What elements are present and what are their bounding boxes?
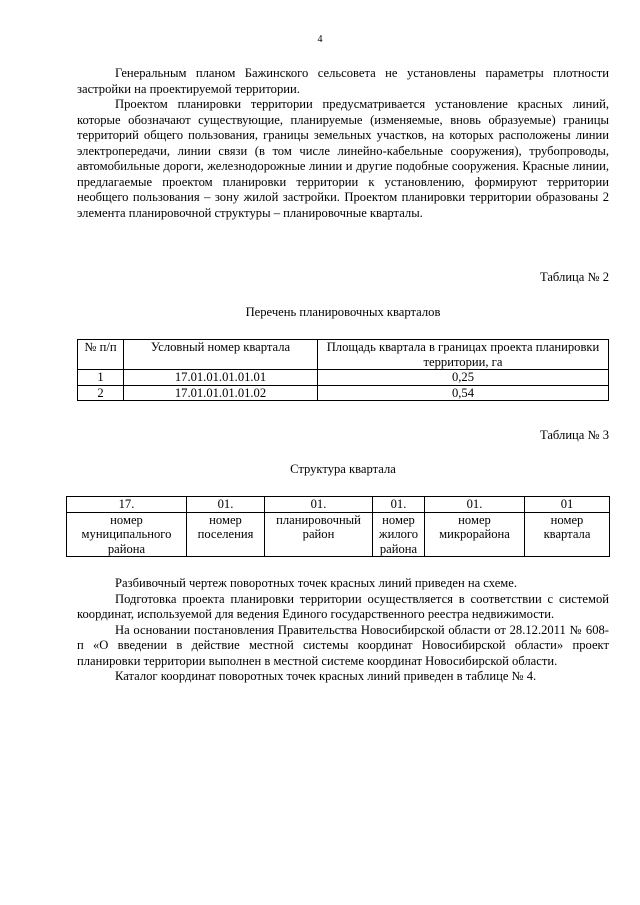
name-cell: планировочный район <box>265 512 373 557</box>
structure-table <box>66 496 610 557</box>
table3-label: Таблица № 3 <box>539 428 609 442</box>
table-row <box>78 385 609 401</box>
paragraph-coordinate-system: Подготовка проекта планировки территории осуществляется в соответствии с системой координат, используемой для ведения Единого государственного реестра недвижимости. <box>77 591 609 621</box>
code-cell: 17. <box>67 497 187 513</box>
cell: 17.01.01.01.01.02 <box>124 385 318 401</box>
codes-row <box>67 497 610 513</box>
code-cell: 01 <box>525 497 610 513</box>
table2-label: Таблица № 2 <box>539 270 609 284</box>
name-cell: номер квартала <box>525 512 610 557</box>
table2-title: Перечень планировочных кварталов <box>245 305 441 319</box>
paragraph-layout-drawing: Разбивочный чертеж поворотных точек красных линий приведен на схеме. <box>115 576 518 590</box>
paragraph-red-lines: Проектом планировки территории предусматривается установление красных линий, которые обозначают существующие, планируемые (изменяемые, вновь образуемые) границы территорий общего пользования, границы земельных участков, на которых расположены линии электропередачи, линии связи (в том числе линейно-кабельные сооружения), трубопроводы, автомобильные дороги, железнодорожные линии и другие подобные сооружения. Красные линии, предлагаемые проектом планировки территории к установлению, формируют территории необщего пользования – зону жилой застройки. Проектом планировки территории образованы 2 элемента планировочной структуры – планировочные кварталы. <box>77 97 609 220</box>
paragraph-catalog: Каталог координат поворотных точек красных линий приведен в таблице № 4. <box>115 669 537 683</box>
name-cell: номер жилого района <box>373 512 425 557</box>
names-row <box>67 512 610 557</box>
blocks-table <box>77 339 609 401</box>
code-cell: 01. <box>425 497 525 513</box>
cell: 17.01.01.01.01.01 <box>124 370 318 386</box>
code-cell: 01. <box>187 497 265 513</box>
paragraph-resolution: На основании постановления Правительства Новосибирской области от 28.12.2011 № 608-п «О введении в действие местной системы координат Новосибирской области» проект планировки территории выполнен в местной системе координат Новосибирской области. <box>77 622 609 668</box>
cell: 0,25 <box>318 370 609 386</box>
name-cell: номер микрорайона <box>425 512 525 557</box>
intro-text <box>77 66 609 221</box>
code-cell: 01. <box>373 497 425 513</box>
cell: 0,54 <box>318 385 609 401</box>
header-block-number: Условный номер квартала <box>124 340 318 370</box>
header-area: Площадь квартала в границах проекта планировки территории, га <box>318 340 609 370</box>
closing-text <box>77 576 609 685</box>
paragraph-density: Генеральным планом Бажинского сельсовета не установлены параметры плотности застройки на проектируемой территории. <box>77 66 609 96</box>
code-cell: 01. <box>265 497 373 513</box>
header-num: № п/п <box>78 340 124 370</box>
name-cell: номер муниципального района <box>67 512 187 557</box>
table3-title: Структура квартала <box>290 462 396 476</box>
cell: 2 <box>78 385 124 401</box>
cell: 1 <box>78 370 124 386</box>
table-header-row <box>78 340 609 370</box>
table-row <box>78 370 609 386</box>
name-cell: номер поселения <box>187 512 265 557</box>
page-number: 4 <box>317 34 323 45</box>
